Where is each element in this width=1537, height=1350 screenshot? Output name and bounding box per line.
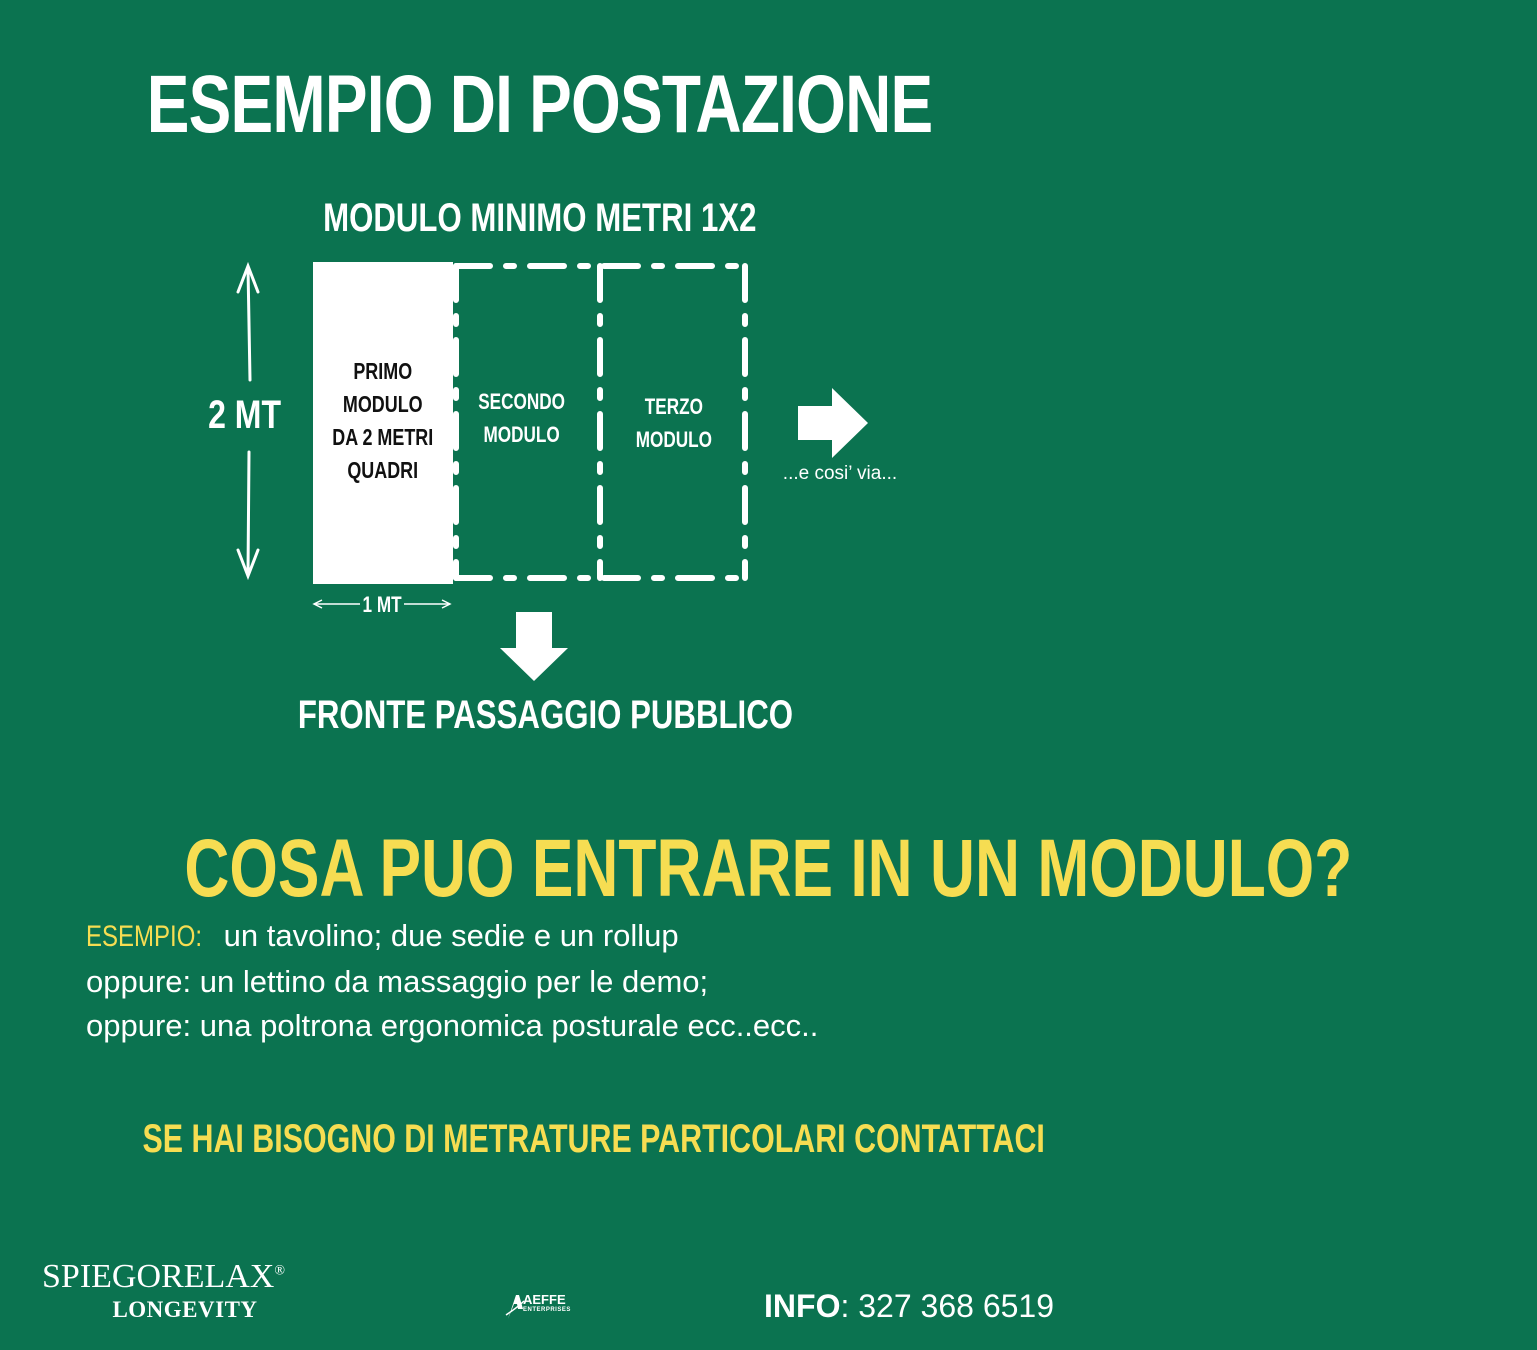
- contact-info: [764, 1288, 1054, 1325]
- question-heading: [0, 822, 1353, 916]
- brand-name: SPIEGORELAX: [42, 1258, 275, 1295]
- height-label: [190, 393, 300, 438]
- continuation-label: ...e cosi’ via...: [782, 463, 898, 484]
- third-module-label: [602, 390, 746, 456]
- contact-cta: [0, 1117, 1080, 1162]
- partner-name: AEFFE: [523, 1292, 566, 1307]
- contact-cta-text: SE HAI BISOGNO DI METRATURE PARTICOLARI CONTATTACI: [142, 1117, 1045, 1161]
- brand-subtitle: LONGEVITY: [112, 1297, 258, 1322]
- front-label: [0, 693, 1090, 738]
- brand-registered-mark: ®: [274, 1263, 285, 1279]
- example-line-3: oppure: una poltrona ergonomica posturale ecc..ecc..: [86, 1008, 819, 1043]
- primary-module-label: [313, 355, 453, 487]
- partner-subtitle: ENTERPRISES: [523, 1307, 571, 1313]
- example-label: ESEMPIO:: [86, 920, 203, 953]
- second-module-text: SECONDO MODULO: [478, 389, 566, 447]
- example-line-1: [86, 918, 1046, 954]
- example-text-1: un tavolino; due sedie e un rollup: [223, 918, 679, 953]
- example-line-2: oppure: un lettino da massaggio per le demo;: [86, 964, 709, 999]
- brand-logo: [42, 1258, 285, 1296]
- question-heading-text: COSA PUO ENTRARE IN UN MODULO?: [184, 823, 1353, 914]
- third-module-text: TERZO MODULO: [635, 394, 713, 452]
- primary-module-text: PRIMO MODULO DA 2 METRI QUADRI: [332, 358, 434, 483]
- width-label: [350, 592, 414, 618]
- arrow-right-icon: [798, 388, 868, 458]
- info-label: INFO: [764, 1288, 841, 1324]
- page-subtitle-text: MODULO MINIMO METRI 1X2: [323, 196, 757, 240]
- second-module-label: [452, 385, 592, 451]
- arrow-down-icon: [500, 612, 568, 681]
- info-phone: : 327 368 6519: [840, 1288, 1054, 1324]
- front-label-text: FRONTE PASSAGGIO PUBBLICO: [297, 693, 793, 737]
- page-title-text: ESEMPIO DI POSTAZIONE: [147, 59, 933, 150]
- width-label-text: 1 MT: [362, 592, 402, 617]
- height-label-text: 2 MT: [208, 393, 282, 437]
